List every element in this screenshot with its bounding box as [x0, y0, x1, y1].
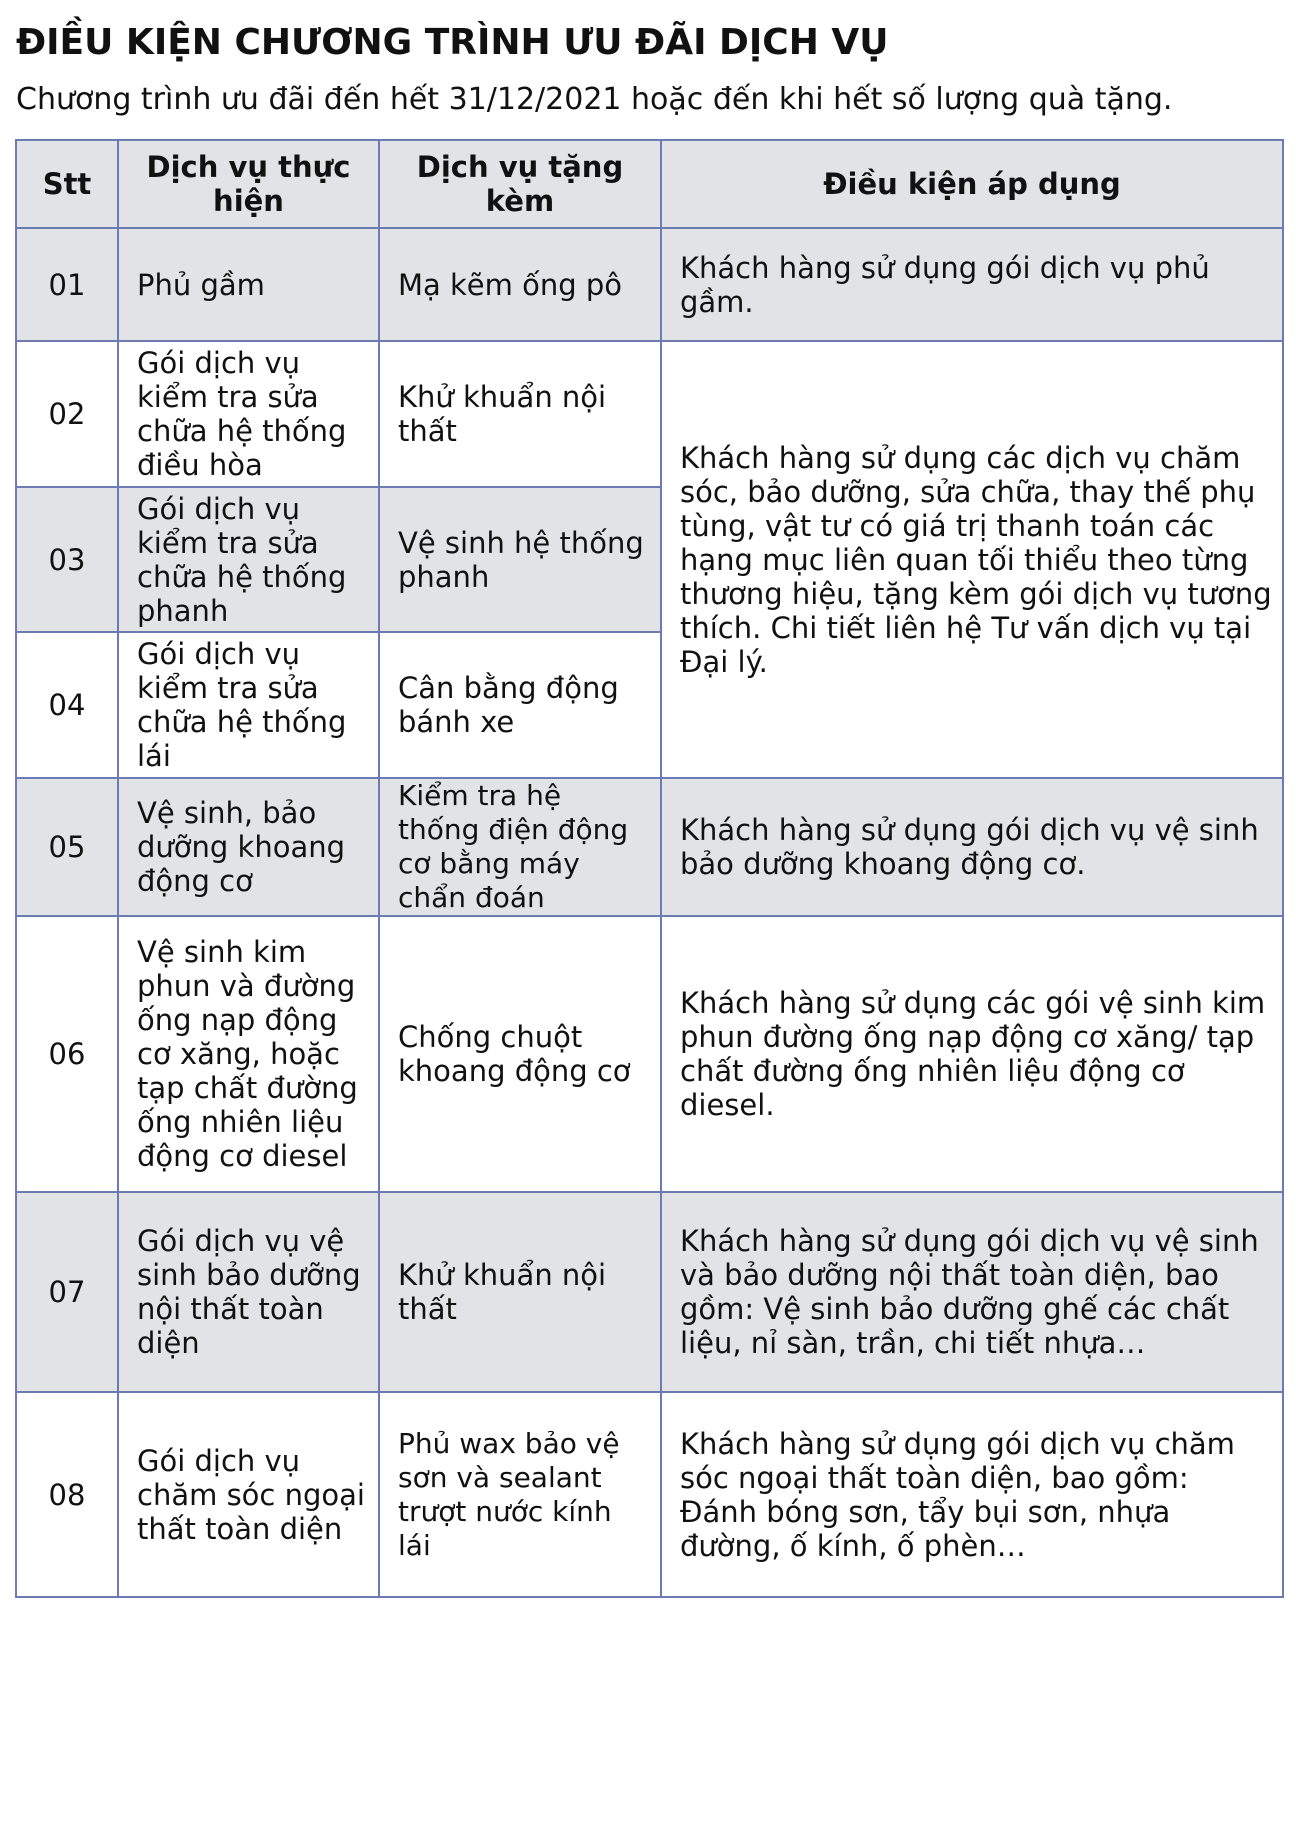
header-service: Dịch vụ thực hiện: [118, 140, 379, 228]
row-condition: Khách hàng sử dụng gói dịch vụ vệ sinh và bảo dưỡng nội thất toàn diện, bao gồm: Vệ sinh bảo dưỡng ghế các chất liệu, nỉ sàn, trần, chi tiết nhựa…: [661, 1192, 1283, 1392]
row-condition: Khách hàng sử dụng gói dịch vụ chăm sóc ngoại thất toàn diện, bao gồm: Đánh bóng sơn, tẩy bụi sơn, nhựa đường, ố kính, ố phèn…: [661, 1392, 1283, 1597]
page-title: ĐIỀU KIỆN CHƯƠNG TRÌNH ƯU ĐÃI DỊCH VỤ: [16, 22, 889, 63]
header-stt: Stt: [16, 140, 118, 228]
row-gift: Phủ wax bảo vệ sơn và sealant trượt nước kính lái: [379, 1392, 661, 1597]
row-condition-merged: Khách hàng sử dụng các dịch vụ chăm sóc, bảo dưỡng, sửa chữa, thay thế phụ tùng, vật tư có giá trị thanh toán các hạng mục liên quan tối thiểu theo từng thương hiệu, tặng kèm gói dịch vụ tương thích. Chi tiết liên hệ Tư vấn dịch vụ tại Đại lý.: [661, 341, 1283, 778]
row-condition: Khách hàng sử dụng gói dịch vụ vệ sinh bảo dưỡng khoang động cơ.: [661, 778, 1283, 916]
row-condition: Khách hàng sử dụng các gói vệ sinh kim phun đường ống nạp động cơ xăng/ tạp chất đường ống nhiên liệu động cơ diesel.: [661, 916, 1283, 1192]
row-stt: 07: [16, 1192, 118, 1392]
header-gift: Dịch vụ tặng kèm: [379, 140, 661, 228]
row-gift: Kiểm tra hệ thống điện động cơ bằng máy chẩn đoán: [379, 778, 661, 916]
row-service: Gói dịch vụ kiểm tra sửa chữa hệ thống lái: [118, 632, 379, 778]
table-row: [16, 916, 1283, 1192]
row-gift: Chống chuột khoang động cơ: [379, 916, 661, 1192]
row-gift: Mạ kẽm ống pô: [379, 228, 661, 341]
row-stt: 05: [16, 778, 118, 916]
row-service: Gói dịch vụ kiểm tra sửa chữa hệ thống điều hòa: [118, 341, 379, 487]
header-condition: Điều kiện áp dụng: [661, 140, 1283, 228]
table-row: [16, 1192, 1283, 1392]
table-row: [16, 228, 1283, 341]
row-gift: Khử khuẩn nội thất: [379, 1192, 661, 1392]
row-gift: Khử khuẩn nội thất: [379, 341, 661, 487]
table-row: [16, 341, 1283, 487]
row-stt: 03: [16, 487, 118, 632]
row-service: Gói dịch vụ vệ sinh bảo dưỡng nội thất toàn diện: [118, 1192, 379, 1392]
row-service: Gói dịch vụ chăm sóc ngoại thất toàn diện: [118, 1392, 379, 1597]
row-service: Phủ gầm: [118, 228, 379, 341]
row-stt: 06: [16, 916, 118, 1192]
page-subtitle: Chương trình ưu đãi đến hết 31/12/2021 hoặc đến khi hết số lượng quà tặng.: [16, 82, 1173, 117]
promotion-conditions-table: [15, 139, 1284, 1598]
row-stt: 01: [16, 228, 118, 341]
table-header-row: [16, 140, 1283, 228]
table-row: [16, 778, 1283, 916]
row-service: Gói dịch vụ kiểm tra sửa chữa hệ thống phanh: [118, 487, 379, 632]
row-stt: 08: [16, 1392, 118, 1597]
row-service: Vệ sinh, bảo dưỡng khoang động cơ: [118, 778, 379, 916]
table-row: [16, 1392, 1283, 1597]
row-stt: 04: [16, 632, 118, 778]
row-gift: Cân bằng động bánh xe: [379, 632, 661, 778]
row-stt: 02: [16, 341, 118, 487]
row-service: Vệ sinh kim phun và đường ống nạp động cơ xăng, hoặc tạp chất đường ống nhiên liệu động cơ diesel: [118, 916, 379, 1192]
row-gift: Vệ sinh hệ thống phanh: [379, 487, 661, 632]
row-condition: Khách hàng sử dụng gói dịch vụ phủ gầm.: [661, 228, 1283, 341]
